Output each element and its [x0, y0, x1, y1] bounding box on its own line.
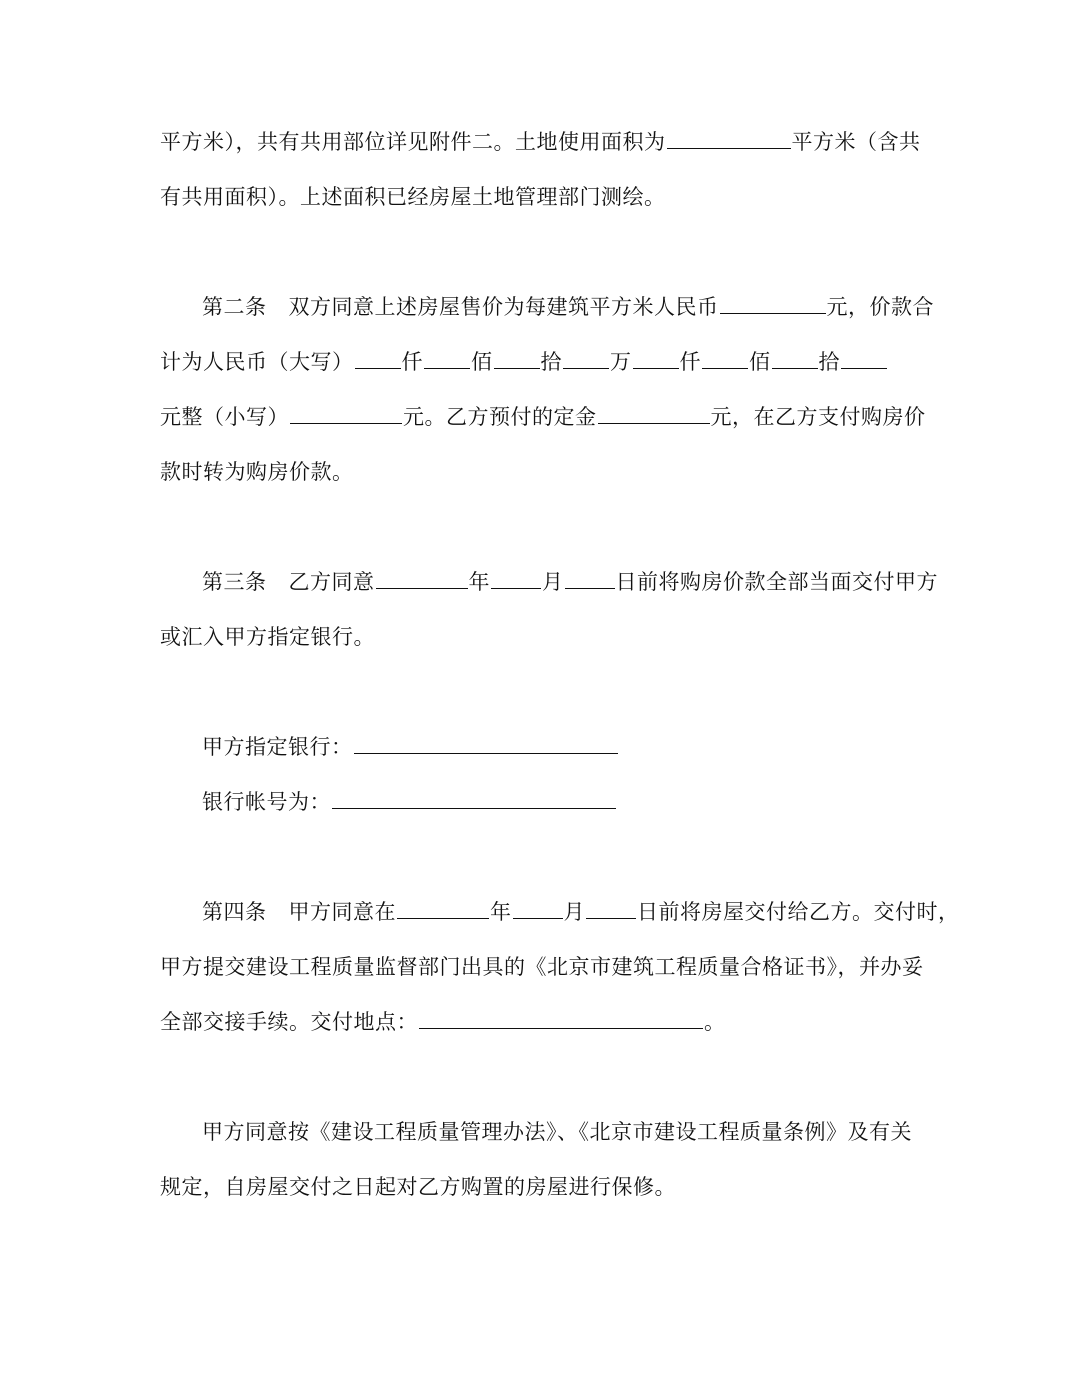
warranty-line2 — [160, 1173, 676, 1201]
article4-year: 年 — [490, 900, 512, 924]
article4-text-line3-a: 全部交接手续。交付地点： — [160, 1010, 418, 1034]
para1-line1 — [160, 128, 921, 156]
bank-name-label: 甲方指定银行： — [202, 735, 353, 759]
delivery-year-blank[interactable] — [397, 898, 489, 919]
article4-text-d: 日前将房屋交付给乙方。交付时， — [637, 900, 960, 924]
amount-shi-blank[interactable] — [772, 348, 818, 369]
amount-bai-blank[interactable] — [702, 348, 748, 369]
article2-text-line2: 计为人民币（大写） — [160, 350, 354, 374]
article4-line3 — [160, 1008, 726, 1036]
unit-wan: 万 — [610, 350, 632, 374]
amount-wan-blank[interactable] — [563, 348, 609, 369]
unit-qian: 仟 — [679, 350, 701, 374]
unit-bai: 佰 — [749, 350, 771, 374]
unit-shi-wan: 拾 — [540, 350, 562, 374]
article4-text-line3-b: 。 — [704, 1010, 726, 1034]
amount-qian-wan-blank[interactable] — [355, 348, 401, 369]
delivery-location-blank[interactable] — [419, 1008, 703, 1029]
payment-year-blank[interactable] — [376, 568, 468, 589]
deposit-blank[interactable] — [598, 403, 710, 424]
payment-month-blank[interactable] — [491, 568, 541, 589]
article3-text-d: 日前将购房价款全部当面交付甲方 — [615, 570, 938, 594]
article2-line2 — [160, 348, 888, 376]
article2-text-a: 双方同意上述房屋售价为每建筑平方米人民币 — [288, 295, 719, 319]
unit-qian-wan: 仟 — [401, 350, 423, 374]
article4-text-a: 甲方同意在 — [288, 900, 396, 924]
article2-text-line3-a: 元整（小写） — [160, 405, 289, 429]
amount-yuan-blank[interactable] — [841, 348, 887, 369]
payment-day-blank[interactable] — [565, 568, 615, 589]
para1-text-a: 平方米），共有共用部位详见附件二。土地使用面积为 — [160, 130, 666, 154]
amount-bai-wan-blank[interactable] — [424, 348, 470, 369]
para1-line2 — [160, 183, 666, 211]
article3-line1 — [202, 568, 938, 596]
article3-month: 月 — [542, 570, 564, 594]
article2-label: 第二条 — [202, 295, 267, 319]
bank-account-line — [202, 788, 617, 816]
article4-label: 第四条 — [202, 900, 267, 924]
unit-bai-wan: 佰 — [471, 350, 493, 374]
unit-shi: 拾 — [818, 350, 840, 374]
article2-line1 — [202, 293, 934, 321]
bank-name-blank[interactable] — [354, 733, 618, 754]
warranty-text-line1: 甲方同意按《建设工程质量管理办法》、《北京市建设工程质量条例》及有关 — [202, 1120, 912, 1144]
article3-text-a: 乙方同意 — [288, 570, 375, 594]
warranty-text-line2: 规定，自房屋交付之日起对乙方购置的房屋进行保修。 — [160, 1175, 676, 1199]
amount-numeric-blank[interactable] — [290, 403, 402, 424]
article4-line2 — [160, 953, 924, 981]
article2-line3 — [160, 403, 926, 431]
article2-text-line3-c: 元，在乙方支付购房价 — [710, 405, 926, 429]
bank-account-blank[interactable] — [332, 788, 616, 809]
article3-label: 第三条 — [202, 570, 267, 594]
article2-text-line4: 款时转为购房价款。 — [160, 460, 354, 484]
bank-account-label: 银行帐号为： — [202, 790, 331, 814]
article2-text-line3-b: 元。乙方预付的定金 — [403, 405, 597, 429]
para1-text-b: 平方米（含共 — [791, 130, 921, 154]
article3-text-line2: 或汇入甲方指定银行。 — [160, 625, 375, 649]
article4-text-line2: 甲方提交建设工程质量监督部门出具的《北京市建筑工程质量合格证书》，并办妥 — [160, 955, 924, 979]
warranty-line1 — [202, 1118, 912, 1146]
article4-month: 月 — [563, 900, 585, 924]
delivery-month-blank[interactable] — [513, 898, 563, 919]
article4-line1 — [202, 898, 960, 926]
unit-price-blank[interactable] — [720, 293, 826, 314]
article2-text-b: 元，价款合 — [826, 295, 934, 319]
article3-year: 年 — [468, 570, 490, 594]
amount-shi-wan-blank[interactable] — [494, 348, 540, 369]
article2-line4 — [160, 458, 354, 486]
land-area-blank[interactable] — [667, 128, 791, 149]
bank-name-line — [202, 733, 619, 761]
para1-text-line2: 有共用面积）。上述面积已经房屋土地管理部门测绘。 — [160, 185, 666, 209]
delivery-day-blank[interactable] — [586, 898, 636, 919]
amount-qian-blank[interactable] — [633, 348, 679, 369]
article3-line2 — [160, 623, 375, 651]
